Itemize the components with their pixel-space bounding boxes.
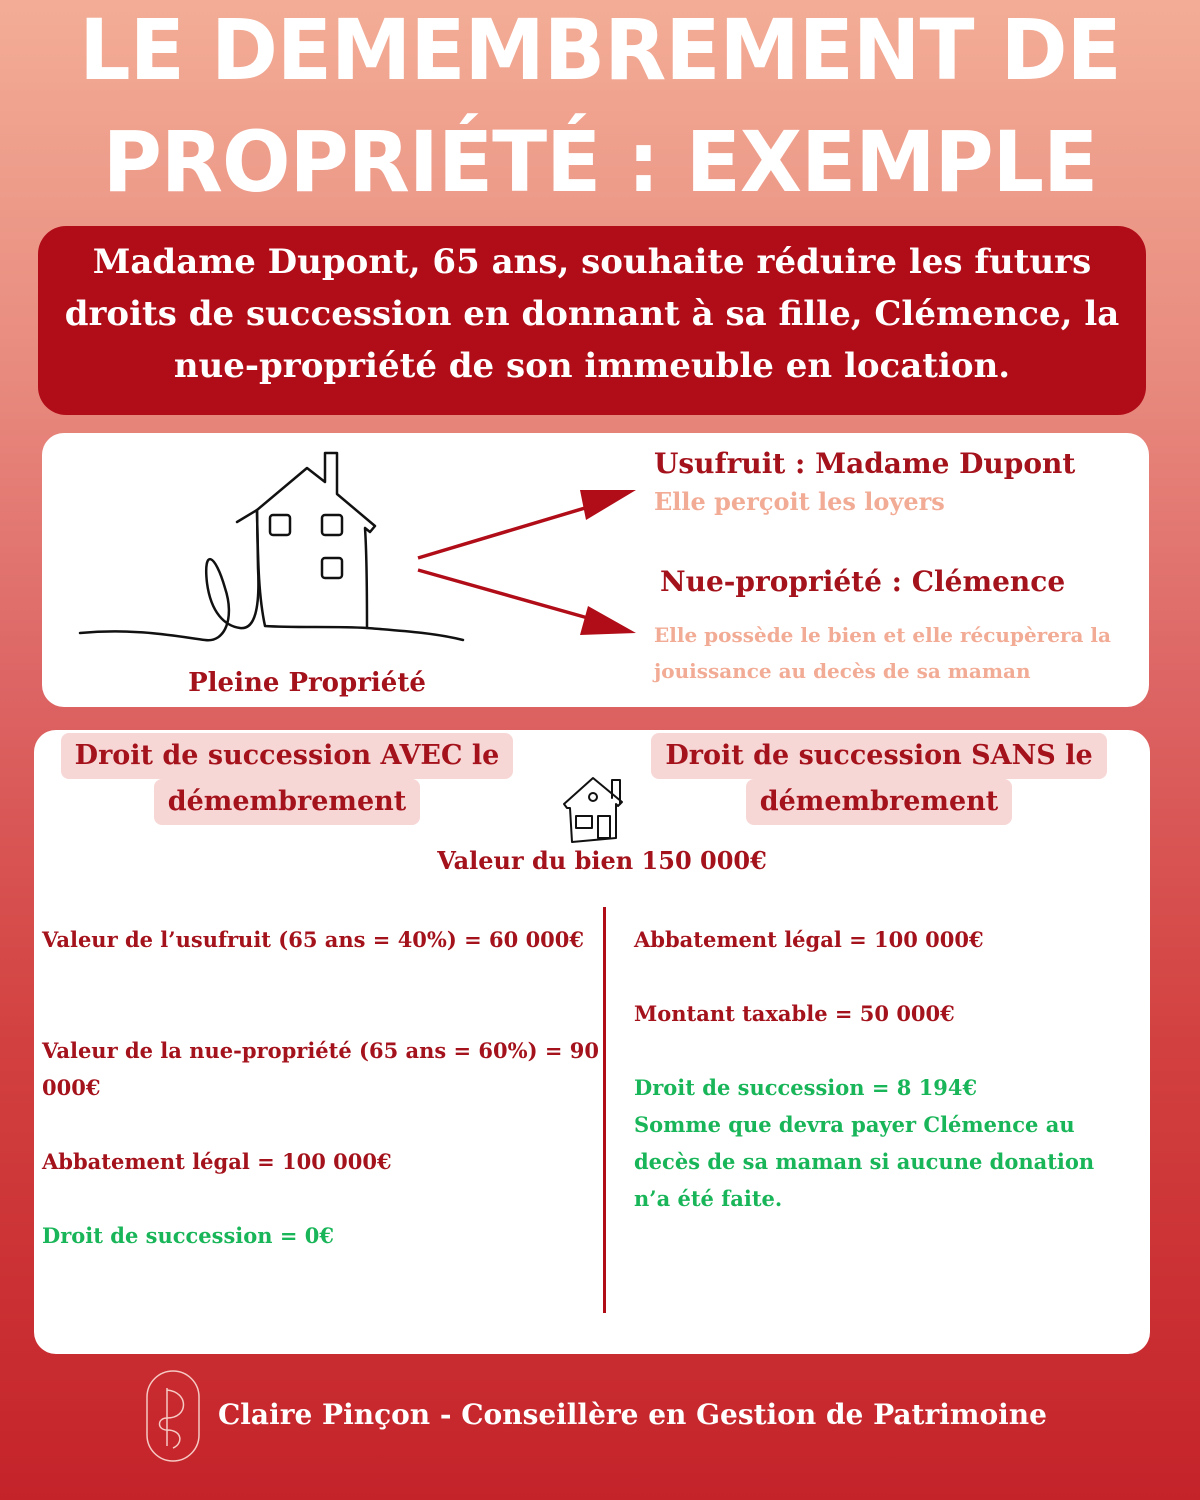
column-divider [603,907,606,1313]
right-legal-allowance: Abbatement légal = 100 000€ [634,927,984,952]
with-header-line-2: démembrement [154,779,421,825]
usufruct-value: Valeur de l’usufruit (65 ans = 40%) = 60 000€ [42,927,585,952]
usufruct-description: Elle perçoit les loyers [654,487,945,516]
with-header-line-1: Droit de succession AVEC le [61,733,514,779]
bare-ownership-title: Nue-propriété : Clémence [660,565,1066,598]
page-title-line-1: LE DEMEMBREMENT DE [79,1,1121,99]
property-value: Valeur du bien 150 000€ [437,846,767,875]
full-property-label: Pleine Propriété [188,668,426,698]
small-house-icon [560,772,636,848]
split-arrows-icon [410,480,650,650]
with-dismemberment-header [50,733,524,825]
taxable-amount: Montant taxable = 50 000€ [634,1001,955,1026]
usufruct-title: Usufruit : Madame Dupont [654,447,1076,480]
without-header-line-2: démembrement [746,779,1013,825]
footer-signature: Claire Pinçon - Conseillère en Gestion de Patrimoine [218,1398,1047,1431]
right-inheritance-duty: Droit de succession = 8 194€ [634,1075,978,1100]
without-header-line-1: Droit de succession SANS le [651,733,1106,779]
left-inheritance-duty: Droit de succession = 0€ [42,1223,334,1248]
brand-logo-icon [143,1368,203,1464]
left-legal-allowance: Abbatement légal = 100 000€ [42,1149,392,1174]
without-dismemberment-header [640,733,1118,825]
bare-ownership-value: Valeur de la nue-propriété (65 ans = 60%) = 90 000€ [42,1038,599,1100]
bare-ownership-description: Elle possède le bien et elle récupèrera la jouissance au decès de sa maman [654,623,1111,683]
intro-banner: Madame Dupont, 65 ans, souhaite réduire les futurs droits de succession en donnant à sa fille, Clémence, la nue-propriété de son immeuble en location. [38,226,1146,415]
page-title-line-2: PROPRIÉTÉ : EXEMPLE [102,113,1098,211]
right-duty-note: Somme que devra payer Clémence au decès de sa maman si aucune donation n’a été faite. [634,1112,1095,1211]
